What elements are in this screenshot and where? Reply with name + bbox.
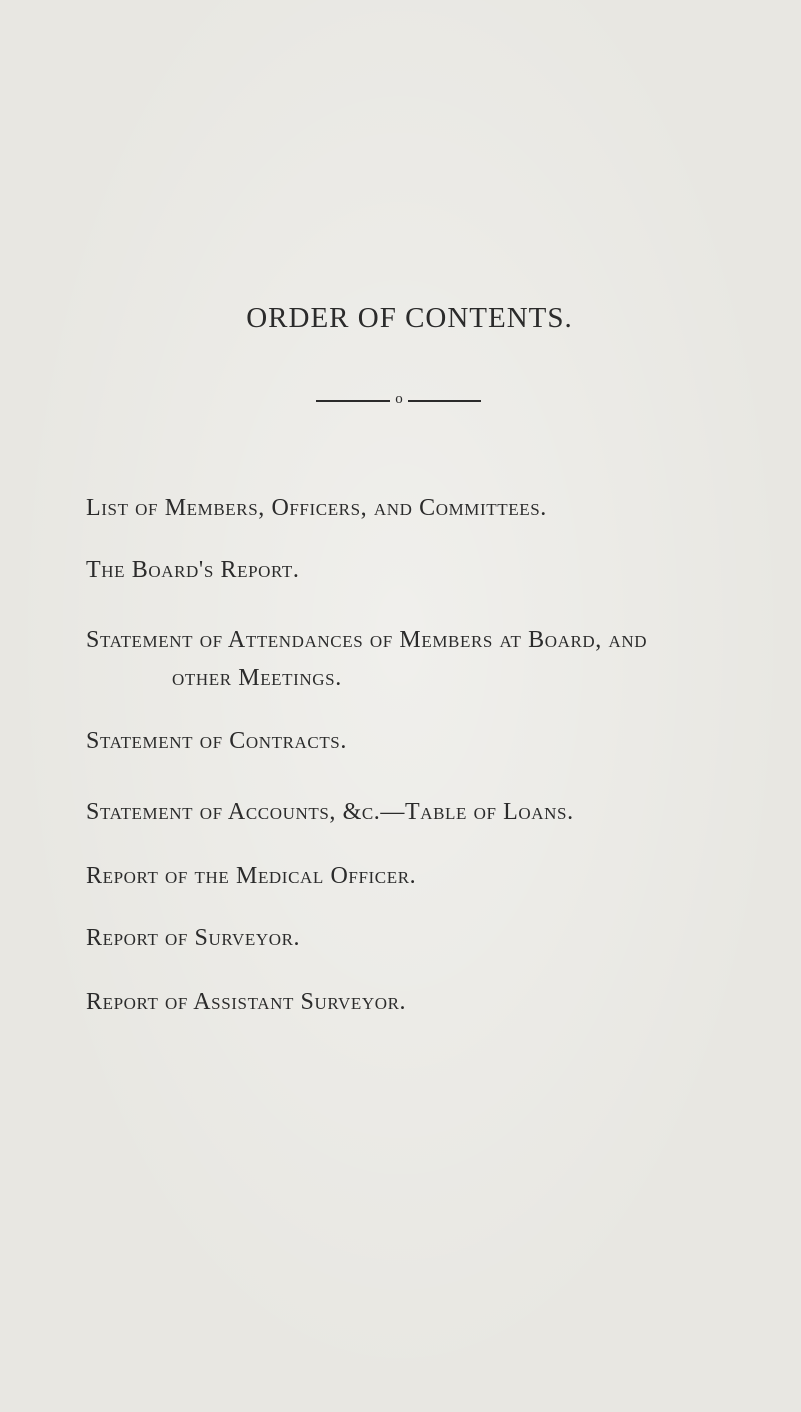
contents-entry-medical-officer: Report of the Medical Officer. — [86, 863, 417, 889]
contents-entry-attendances: Statement of Attendances of Members at Board, and — [86, 627, 648, 653]
contents-entry-contracts: Statement of Contracts. — [86, 728, 347, 754]
contents-entry-boards-report: The Board's Report. — [86, 557, 300, 583]
divider-line-left — [316, 400, 390, 402]
divider-mark: o — [395, 391, 403, 407]
contents-entry-attendances-continued: other Meetings. — [172, 665, 342, 691]
contents-entry-members: List of Members, Officers, and Committees. — [86, 495, 547, 521]
contents-entry-assistant-surveyor: Report of Assistant Surveyor. — [86, 989, 407, 1015]
contents-entry-surveyor: Report of Surveyor. — [86, 925, 301, 951]
divider-line-right — [408, 400, 481, 402]
title-divider — [316, 392, 481, 408]
contents-entry-accounts: Statement of Accounts, &c.—Table of Loans. — [86, 799, 574, 825]
page-title: ORDER OF CONTENTS. — [246, 302, 573, 334]
